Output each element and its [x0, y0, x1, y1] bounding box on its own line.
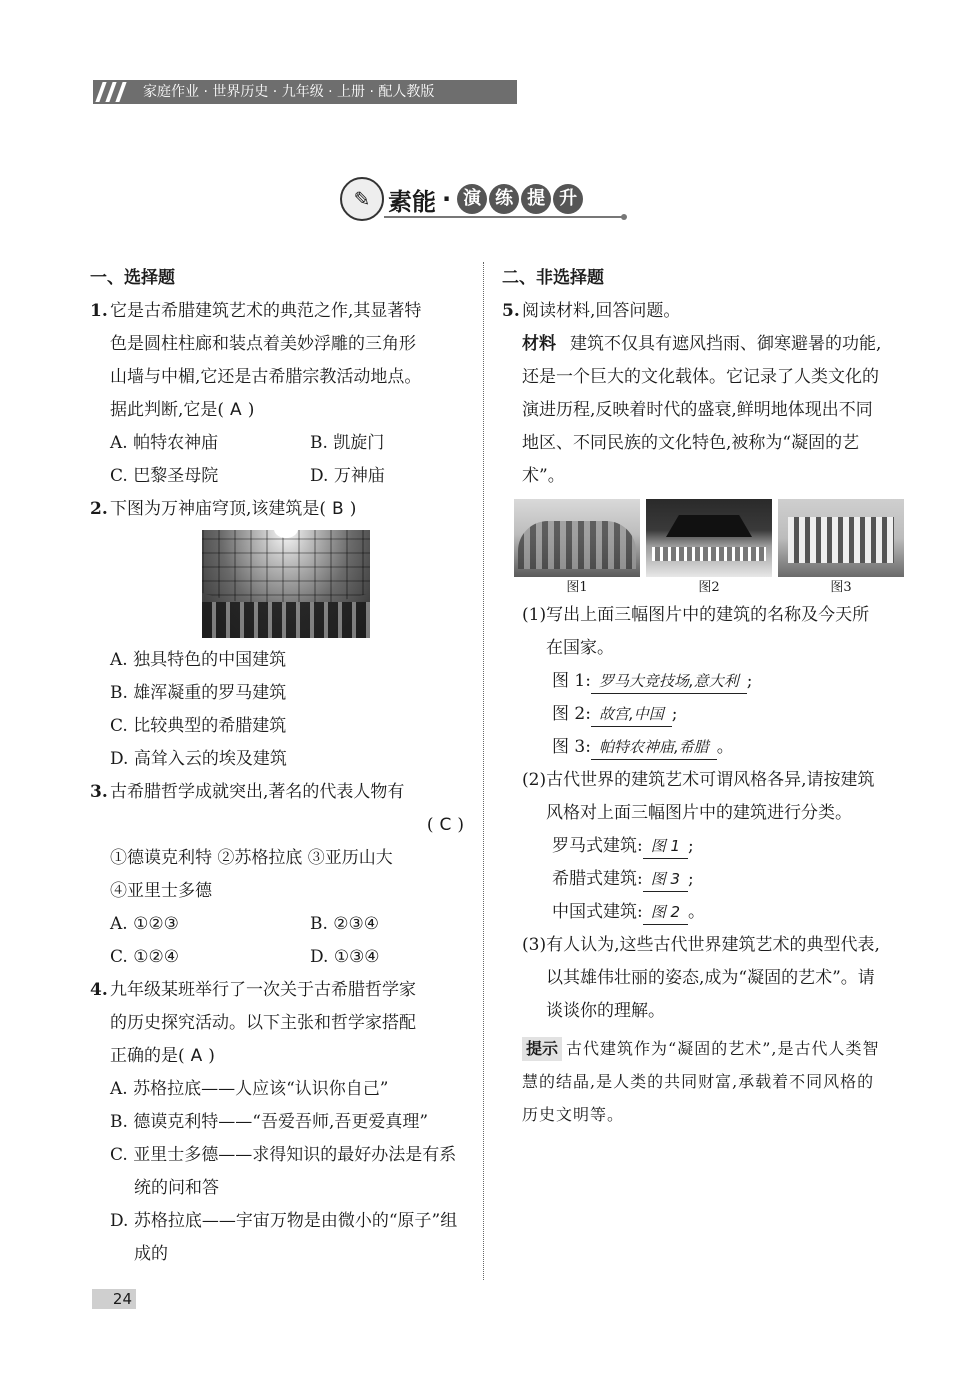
- question-line: 古希腊哲学成就突出,著名的代表人物有: [110, 782, 405, 802]
- question-3: [90, 776, 470, 842]
- fill-answer: 帕特农神庙,希腊: [591, 735, 717, 760]
- column-divider: [483, 262, 484, 1280]
- option: A. 苏格拉底——人应该“认识你自己”: [110, 1079, 389, 1099]
- section-heading-choice: 一、选择题: [90, 268, 175, 288]
- question-line: 色是圆柱柱廊和装点着美妙浮雕的三角形: [110, 334, 416, 354]
- option: D. 苏格拉底——宇宙万物是由微小的“原子”组成的: [110, 1211, 458, 1264]
- option: C. 巴黎圣母院: [110, 466, 219, 486]
- answer-text: A: [190, 1046, 203, 1066]
- fill-answer: 图 1: [643, 834, 688, 859]
- option: B. 德谟克利特——“吾爱吾师,吾更爱真理”: [110, 1112, 429, 1132]
- option: C. ①②④: [110, 947, 179, 967]
- answer-line: ( C ): [426, 815, 464, 835]
- answer-text: A: [230, 400, 242, 420]
- options: [90, 908, 470, 974]
- question-line: 九年级某班举行了一次关于古希腊哲学家: [110, 980, 416, 1000]
- statement-items: ④亚里士多德: [110, 881, 212, 901]
- section-title-badge: 提: [521, 184, 551, 214]
- fill-answer: 图 2: [643, 900, 688, 925]
- question-line: 它是古希腊建筑艺术的典范之作,其显著特: [110, 301, 422, 321]
- hint-label: 提示: [522, 1037, 562, 1061]
- figure-row: [514, 499, 882, 599]
- question-number: 2.: [90, 499, 108, 519]
- question-5: [502, 295, 882, 328]
- fill-answer: 图 3: [643, 867, 688, 892]
- figure-caption: 图3: [830, 580, 852, 595]
- figure-caption: 图1: [566, 580, 588, 595]
- left-column: [90, 262, 470, 1271]
- answer-text: C: [439, 815, 452, 835]
- section-title-badge: 练: [489, 184, 519, 214]
- header-stripes-icon: [93, 80, 137, 104]
- section-title-main: 素能: [388, 187, 436, 216]
- option: D. ①③④: [310, 947, 380, 967]
- forbidden-city-image: [646, 499, 772, 577]
- figure: [778, 499, 904, 599]
- question-1: [90, 295, 470, 427]
- section-heading-nonchoice: 二、非选择题: [502, 268, 604, 288]
- question-4: [90, 974, 470, 1073]
- question-2: [90, 493, 470, 526]
- hint-text: 古代建筑作为“凝固的艺术”,是古代人类智慧的结晶,是人类的共同财富,承载着不同风格的历史文明等。: [522, 1039, 880, 1124]
- option: C. 亚里士多德——求得知识的最好办法是有系统的问和答: [110, 1145, 457, 1198]
- section-title-badge: 升: [553, 184, 583, 214]
- statement-items: ①德谟克利特 ②苏格拉底 ③亚历山大: [110, 848, 393, 868]
- option: A. 独具特色的中国建筑: [110, 650, 287, 670]
- figure: [514, 499, 640, 599]
- pantheon-dome-image: [202, 530, 370, 638]
- fill-row: 图 1: 罗马大竞技场,意大利 ;: [502, 665, 882, 698]
- question-line: 正确的是( A ): [110, 1046, 215, 1066]
- parthenon-image: [778, 499, 904, 577]
- option: B. 凯旋门: [310, 433, 385, 453]
- fill-row: 中国式建筑: 图 2 。: [502, 896, 882, 929]
- question-line: 山墙与中楣,它还是古希腊宗教活动地点。: [110, 367, 422, 387]
- material-label: 材料: [522, 334, 556, 354]
- option: D. 万神庙: [310, 466, 385, 486]
- fill-row: 图 2: 故宫,中国 ;: [502, 698, 882, 731]
- figure-caption: 图2: [698, 580, 720, 595]
- figure: [646, 499, 772, 599]
- material-block: [502, 328, 882, 493]
- right-column: [502, 262, 882, 1131]
- fill-row: 图 3: 帕特农神庙,希腊 。: [502, 731, 882, 764]
- subquestion-2: (2)古代世界的建筑艺术可谓风格各异,请按建筑风格对上面三幅图片中的建筑进行分类。: [522, 770, 875, 823]
- answer-text: B: [332, 499, 344, 519]
- page-number: 24: [92, 1289, 136, 1309]
- subquestion-3: (3)有人认为,这些古代世界建筑艺术的典型代表,以其雄伟壮丽的姿态,成为“凝固的艺术”。请谈谈你的理解。: [522, 935, 880, 1021]
- hint-block: [502, 1032, 882, 1131]
- question-line: 下图为万神庙穹顶,该建筑是( B ): [110, 499, 357, 519]
- section-title-badge: 演: [457, 184, 487, 214]
- colosseum-image: [514, 499, 640, 577]
- options: [90, 427, 470, 493]
- fill-row: 罗马式建筑: 图 1 ;: [502, 830, 882, 863]
- question-number: 4.: [90, 980, 108, 1000]
- fill-row: 希腊式建筑: 图 3 ;: [502, 863, 882, 896]
- question-line: 阅读材料,回答问题。: [522, 301, 681, 321]
- question-number: 3.: [90, 782, 108, 802]
- fill-answer: 故宫,中国: [591, 702, 672, 727]
- section-title-dot: ·: [442, 185, 452, 213]
- option: B. ②③④: [310, 914, 380, 934]
- question-line: 据此判断,它是( A ): [110, 400, 255, 420]
- title-underline: [384, 216, 624, 218]
- option: B. 雄浑凝重的罗马建筑: [110, 683, 287, 703]
- option: A. 帕特农神庙: [110, 433, 219, 453]
- option: C. 比较典型的希腊建筑: [110, 716, 287, 736]
- question-line: 的历史探究活动。以下主张和哲学家搭配: [110, 1013, 416, 1033]
- header-text: 家庭作业 · 世界历史 · 九年级 · 上册 · 配人教版: [143, 84, 435, 100]
- fill-answer: 罗马大竞技场,意大利: [591, 669, 747, 694]
- option: D. 高耸入云的埃及建筑: [110, 749, 287, 769]
- question-number: 1.: [90, 301, 108, 321]
- running-header: [93, 80, 517, 104]
- subquestion-1: (1)写出上面三幅图片中的建筑的名称及今天所在国家。: [522, 605, 870, 658]
- question-number: 5.: [502, 301, 520, 321]
- pencil-book-icon: ✎: [340, 177, 384, 221]
- material-text: 建筑不仅具有遮风挡雨、御寒避暑的功能,还是一个巨大的文化载体。它记录了人类文化的演进历程,反映着时代的盛衰,鲜明地体现出不同地区、不同民族的文化特色,被称为“凝固的艺术”。: [522, 334, 882, 486]
- option: A. ①②③: [110, 914, 179, 934]
